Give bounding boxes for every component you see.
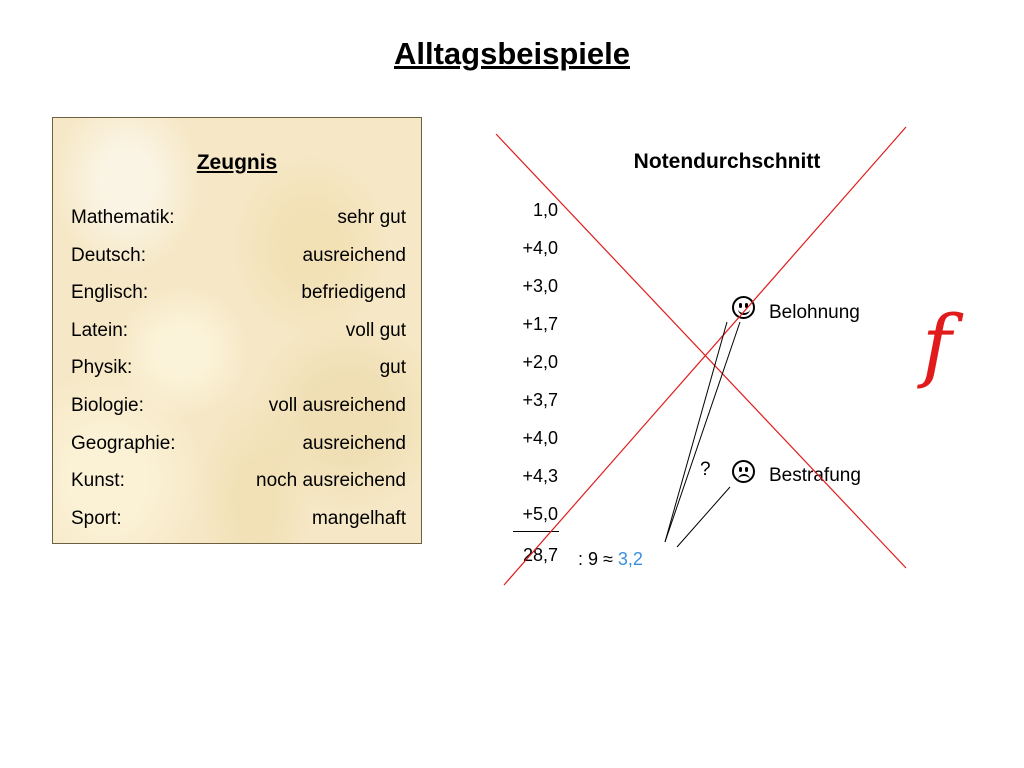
grade-label: gut: [379, 357, 406, 379]
subject-label: Biologie:: [71, 395, 144, 416]
grade-label: voll ausreichend: [268, 395, 406, 416]
grade-label: ausreichend: [302, 432, 406, 454]
result-value: 3,2: [617, 549, 643, 569]
average-title: Notendurchschnitt: [633, 150, 821, 173]
average-value: +1,7: [522, 314, 558, 334]
reward-label: Belohnung: [769, 302, 860, 323]
cross-line-a: [496, 134, 906, 568]
connector-punishment: [677, 487, 730, 547]
subject-label: Sport:: [71, 507, 122, 529]
grade-label: befriedigend: [301, 282, 406, 304]
subject-label: Deutsch:: [71, 244, 146, 266]
average-value: +4,0: [522, 238, 558, 258]
sum-value: 28,7: [522, 545, 558, 565]
cross-line-b: [504, 127, 906, 585]
subject-label: Latein:: [71, 319, 129, 341]
connector-reward: [665, 322, 727, 542]
subject-label: Kunst:: [71, 470, 125, 492]
average-value: +2,0: [522, 352, 558, 372]
page-title: Alltagsbeispiele: [393, 36, 631, 71]
grade-label: mangelhaft: [311, 507, 406, 529]
connector-reward-2: [665, 322, 740, 542]
average-value: +4,3: [522, 466, 558, 486]
report-card-title: Zeugnis: [196, 151, 278, 174]
subject-label: Physik:: [71, 357, 133, 379]
average-value: 1,0: [532, 200, 558, 220]
grade-label: ausreichend: [302, 244, 406, 266]
average-value: +3,7: [522, 390, 558, 410]
grade-label: sehr gut: [337, 207, 406, 228]
average-value: +5,0: [522, 504, 558, 524]
average-value: +4,0: [522, 428, 558, 448]
division-label: : 9 ≈: [578, 549, 618, 569]
subject-label: Englisch:: [71, 282, 149, 304]
average-value: +3,0: [522, 276, 558, 296]
question-mark: ?: [700, 459, 711, 480]
punishment-label: Bestrafung: [769, 465, 861, 486]
grade-label: voll gut: [345, 319, 406, 341]
grade-label: noch ausreichend: [256, 470, 406, 492]
subject-label: Geographie:: [71, 432, 176, 454]
subject-label: Mathematik:: [71, 207, 175, 228]
f-symbol: f: [922, 298, 952, 391]
